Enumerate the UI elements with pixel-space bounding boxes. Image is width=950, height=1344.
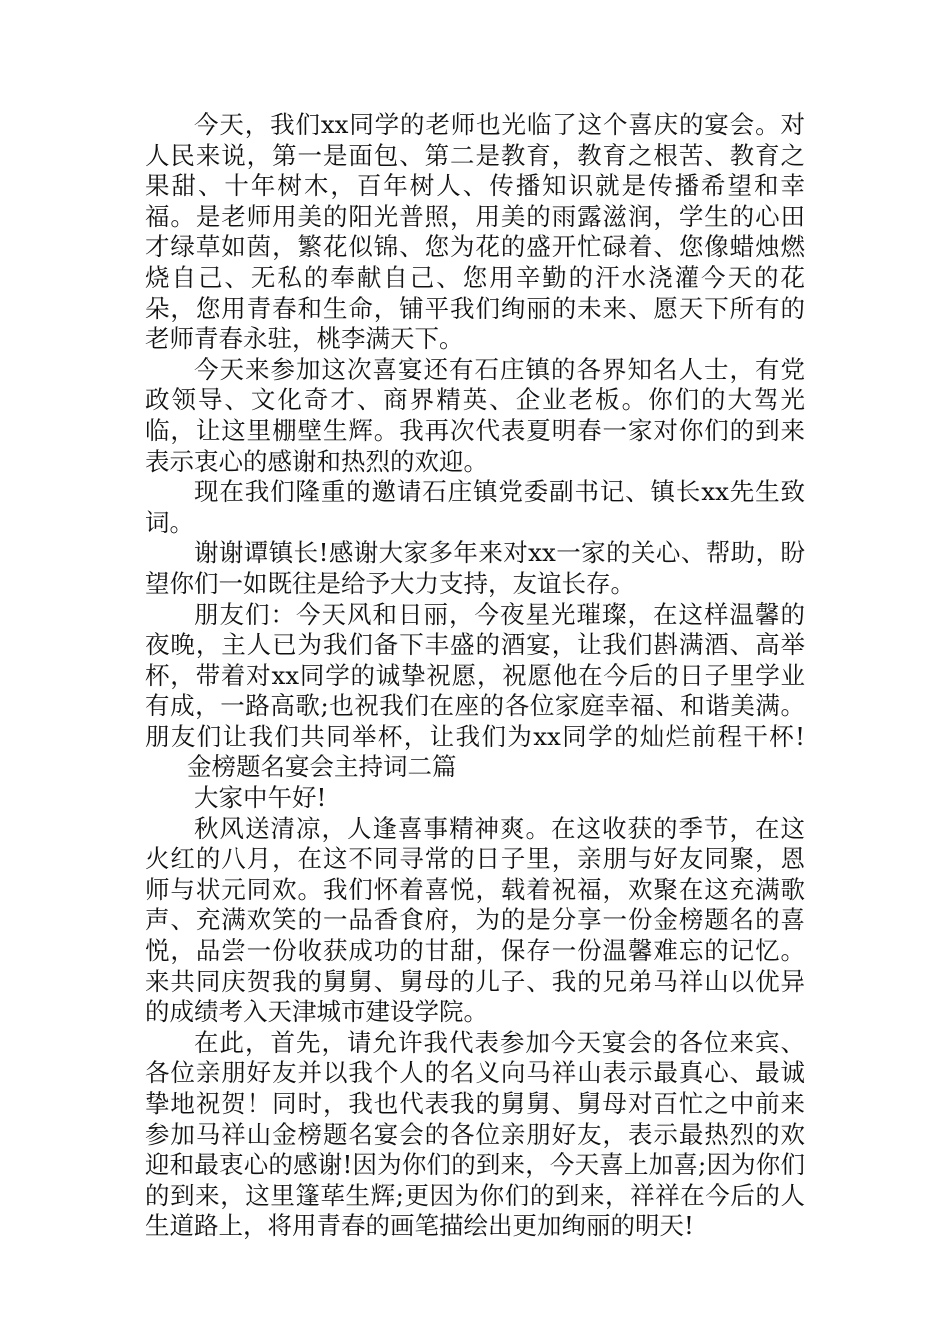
paragraph-greeting: 大家中午好!: [194, 783, 327, 813]
paragraph-thanks: 谢谢谭镇长!感谢大家多年来对xx一家的关心、帮助，盼望你们一如既往是给予大力支持，友谊长存。: [145, 538, 805, 598]
paragraph-teachers: 今天，我们xx同学的老师也光临了这个喜庆的宴会。对人民来说，第一是面包、第二是教育，教育之根苦、教育之果甜、十年树木，百年树人、传播知识就是传播希望和幸福。是老师用美的阳光普照，用美的雨露滋润，学生的心田才绿草如茵，繁花似锦、您为花的盛开忙碌着、您像蜡烛燃烧自己、无私的奉献自己、您用辛勤的汗水浇灌今天的花朵，您用青春和生命，铺平我们绚丽的未来、愿天下所有的老师青春永驻，桃李满天下。: [145, 110, 805, 354]
paragraph-invite-speech: 现在我们隆重的邀请石庄镇党委副书记、镇长xx先生致词。: [145, 477, 805, 537]
paragraph-toast: [145, 600, 805, 784]
paragraph-autumn: 秋风送清凉，人逢喜事精神爽。在这收获的季节，在这火红的八月，在这不同寻常的日子里，亲朋与好友同聚，恩师与状元同欢。我们怀着喜悦，载着祝福，欢聚在这充满歌声、充满欢笑的一品香食府，为的是分享一份金榜题名的喜悦，品尝一份收获成功的甘甜，保存一份温馨难忘的记忆。来共同庆贺我的舅舅、舅母的儿子、我的兄弟马祥山以优异的成绩考入天津城市建设学院。: [145, 813, 805, 1027]
document-body: [145, 110, 805, 1242]
section-title: 金榜题名宴会主持词二篇: [187, 752, 457, 782]
toast-text: 朋友们：今天风和日丽，今夜星光璀璨，在这样温馨的夜晚，主人已为我们备下丰盛的酒宴，让我们斟满酒、高举杯，带着对xx同学的诚挚祝愿，祝愿他在今后的日子里学业有成，一路高歌;也祝我们在座的各位家庭幸福、和谐美满。朋友们让我们共同举杯，让我们为xx同学的灿烂前程干杯!: [145, 599, 805, 751]
paragraph-guests: 今天来参加这次喜宴还有石庄镇的各界知名人士，有党政领导、文化奇才、商界精英、企业老板。你们的大驾光临，让这里棚壁生辉。我再次代表夏明春一家对你们的到来表示衷心的感谢和热烈的欢迎。: [145, 354, 805, 476]
paragraph-congratulations: 在此，首先，请允许我代表参加今天宴会的各位来宾、各位亲朋好友并以我个人的名义向马祥山表示最真心、最诚挚地祝贺！同时，我也代表我的舅舅、舅母对百忙之中前来参加马祥山金榜题名宴会的各位亲朋好友，表示最热烈的欢迎和最衷心的感谢!因为你们的到来，今天喜上加喜;因为你们的到来，这里篷荜生辉;更因为你们的到来，祥祥在今后的人生道路上，将用青春的画笔描绘出更加绚丽的明天!: [145, 1027, 805, 1241]
